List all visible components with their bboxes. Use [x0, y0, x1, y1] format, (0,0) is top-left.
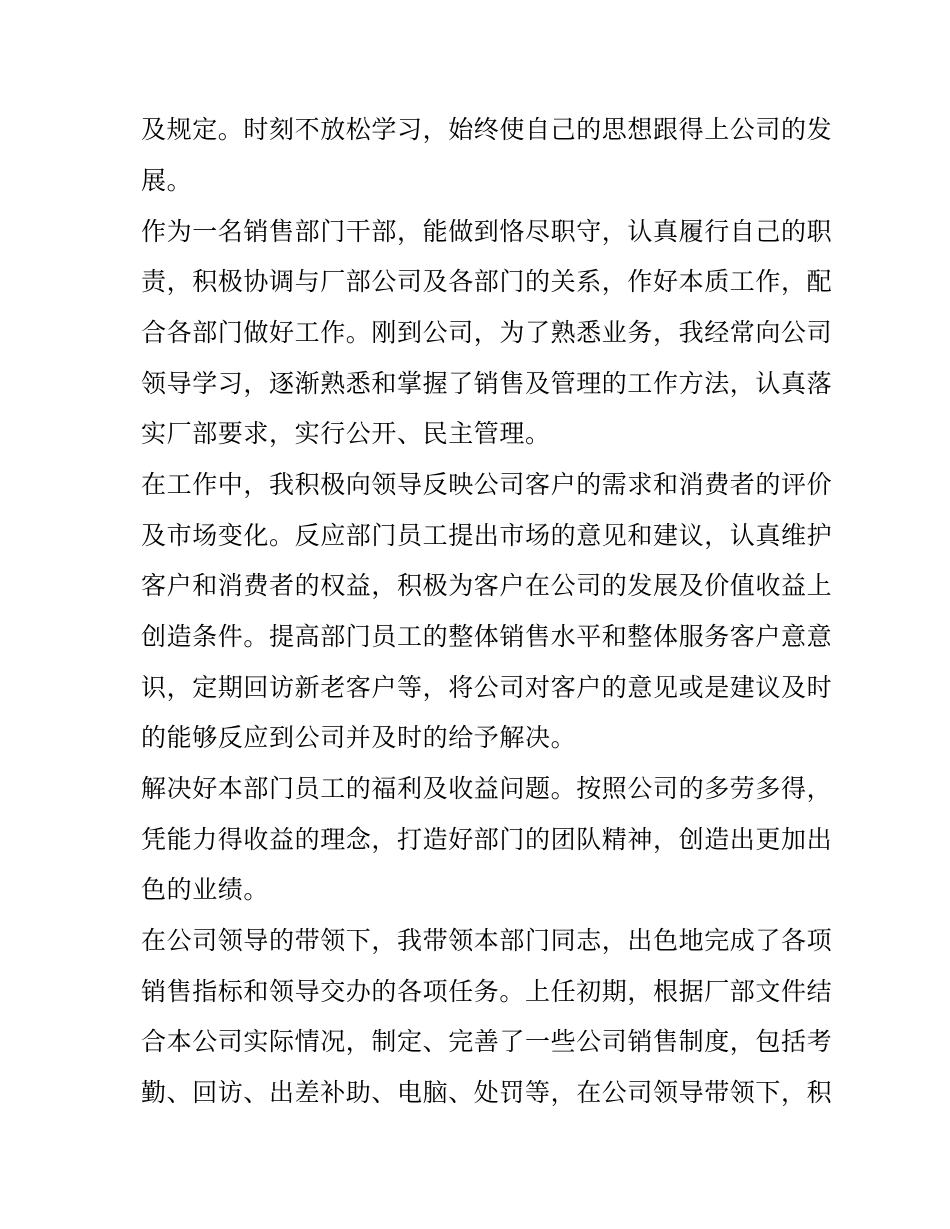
- text-line: 勤、回访、出差补助、电脑、处罚等，在公司领导带领下，积: [141, 1078, 833, 1107]
- text-line: 凭能力得收益的理念，打造好部门的团队精神，创造出更加出: [141, 825, 833, 854]
- text-line: 在工作中，我积极向领导反映公司客户的需求和消费者的评价: [141, 470, 833, 499]
- text-line: 识，定期回访新老客户等，将公司对客户的意见或是建议及时: [141, 673, 833, 702]
- text-line: 色的业绩。: [141, 875, 270, 904]
- text-line: 客户和消费者的权益，积极为客户在公司的发展及价值收益上: [141, 571, 833, 600]
- text-line: 解决好本部门员工的福利及收益问题。按照公司的多劳多得，: [141, 774, 833, 803]
- text-line: 及市场变化。反应部门员工提出市场的意见和建议，认真维护: [141, 521, 833, 550]
- text-line: 的能够反应到公司并及时的给予解决。: [141, 723, 577, 752]
- text-line: 作为一名销售部门干部，能做到恪尽职守，认真履行自己的职: [141, 217, 833, 246]
- text-line: 及规定。时刻不放松学习，始终使自己的思想跟得上公司的发: [141, 115, 833, 144]
- text-line: 实厂部要求，实行公开、民主管理。: [141, 419, 551, 448]
- text-line: 创造条件。提高部门员工的整体销售水平和整体服务客户意意: [141, 622, 833, 651]
- text-line: 领导学习，逐渐熟悉和掌握了销售及管理的工作方法，认真落: [141, 369, 833, 398]
- text-line: 合各部门做好工作。刚到公司，为了熟悉业务，我经常向公司: [141, 318, 833, 347]
- text-line: 责，积极协调与厂部公司及各部门的关系，作好本质工作，配: [141, 267, 833, 296]
- text-line: 合本公司实际情况，制定、完善了一些公司销售制度，包括考: [141, 1027, 833, 1056]
- text-line: 销售指标和领导交办的各项任务。上任初期，根据厂部文件结: [141, 977, 833, 1006]
- text-line: 展。: [141, 166, 193, 195]
- text-line: 在公司领导的带领下，我带领本部门同志，出色地完成了各项: [141, 926, 833, 955]
